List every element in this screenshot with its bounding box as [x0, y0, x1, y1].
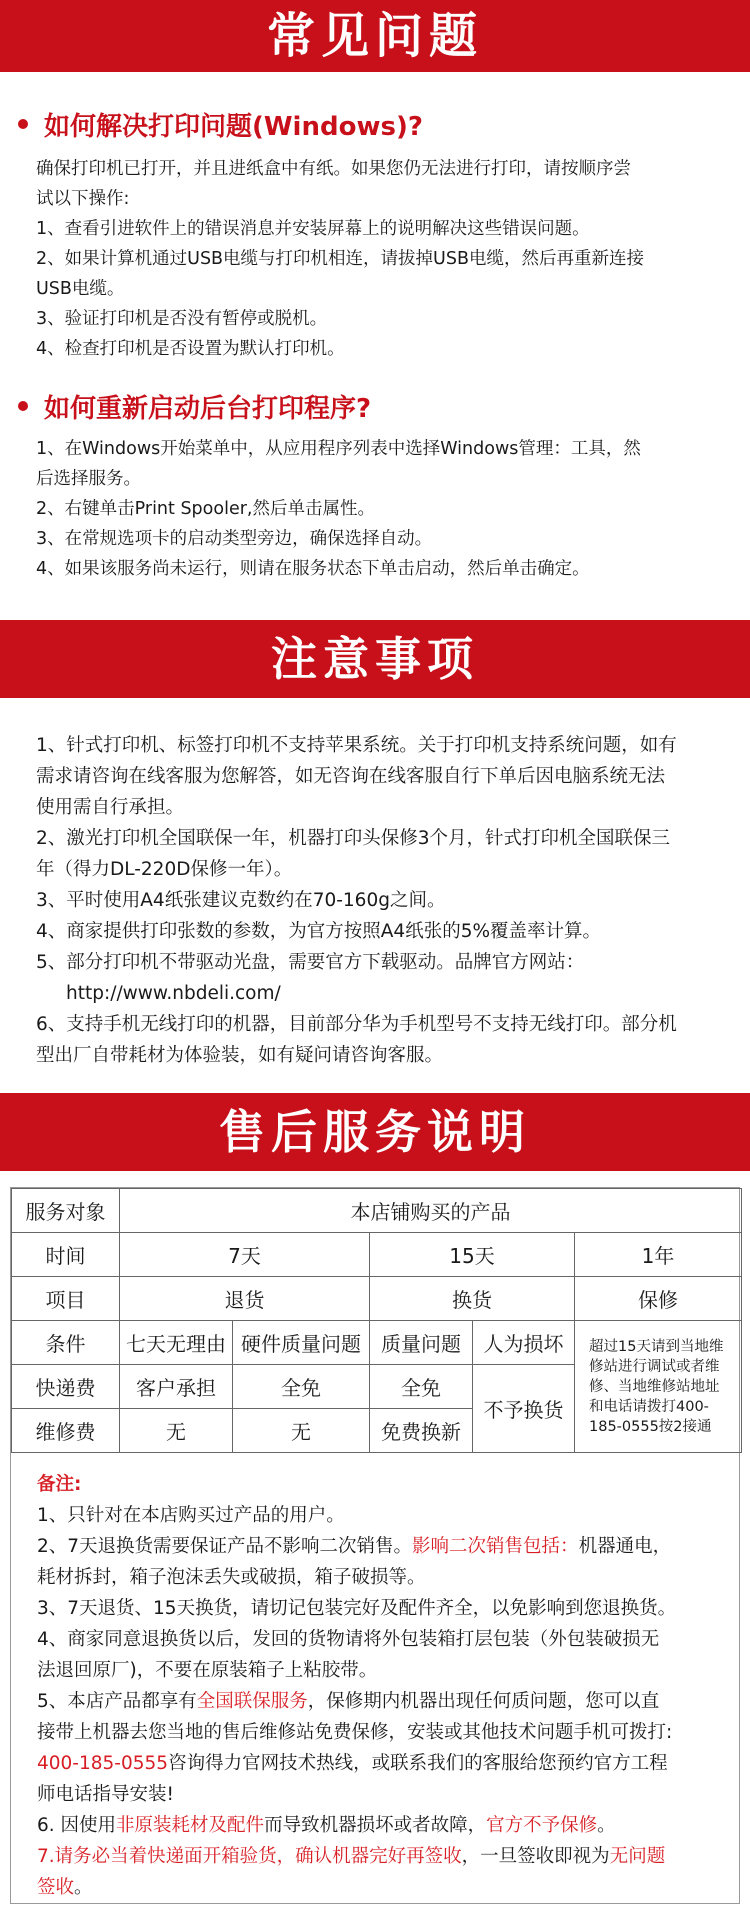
- table-cell: 项目: [12, 1277, 120, 1321]
- remark-line: 法退回原厂)，不要在原装箱子上粘胶带。: [37, 1660, 378, 1681]
- warranty-note-cell: 超过15天请到当地维修站进行调试或者维修、当地维修站地址和电话请拨打400-185-0555按2接通: [575, 1321, 742, 1453]
- table-cell: 全免: [233, 1365, 370, 1409]
- faq-q1-line: 1、查看引进软件上的错误消息并安装屏幕上的说明解决这些错误问题。: [36, 219, 590, 239]
- notice-line: 3、平时使用A4纸张建议克数约在70-160g之间。: [36, 890, 446, 911]
- notice-line: 需求请咨询在线客服为您解答，如无咨询在线客服自行下单后因电脑系统无法: [36, 766, 666, 787]
- no-exchange-cell: 不予换货: [473, 1365, 575, 1453]
- faq-title: 常见问题: [266, 8, 483, 64]
- table-row: [12, 1277, 742, 1321]
- remark-highlight: 影响二次销售包括：: [412, 1536, 579, 1557]
- notice-line: 2、激光打印机全国联保一年，机器打印头保修3个月，针式打印机全国联保三: [36, 828, 671, 849]
- table-cell: 无: [120, 1409, 233, 1453]
- table-cell: 服务对象: [12, 1189, 120, 1233]
- remark-text: ，保修期内机器出现任何质问题，您可以直: [307, 1691, 660, 1712]
- table-row: [12, 1321, 742, 1365]
- remark-text: 6. 因使用: [37, 1815, 117, 1836]
- remarks-section: [11, 1453, 739, 1903]
- official-website-link[interactable]: http://www.nbdeli.com/: [66, 983, 281, 1004]
- faq-q2-heading: [18, 386, 750, 426]
- table-cell: 保修: [575, 1277, 742, 1321]
- faq-q2-line: 4、如果该服务尚未运行，则请在服务状态下单击启动，然后单击确定。: [36, 559, 590, 579]
- table-cell: 时间: [12, 1233, 120, 1277]
- table-cell: 7天: [120, 1233, 370, 1277]
- remark-line: [37, 1841, 713, 1872]
- remarks-title: 备注:: [37, 1474, 82, 1495]
- faq-q1-heading: [18, 104, 750, 144]
- remark-text: 而导致机器损坏或者故障，: [264, 1815, 487, 1836]
- bullet-dot-icon: [18, 119, 28, 129]
- remark-highlight: 当着快递面开箱验货，确认机器完好再签收: [110, 1846, 462, 1867]
- service-table: [11, 1188, 742, 1453]
- table-cell: 本店铺购买的产品: [120, 1189, 742, 1233]
- remark-line: [37, 1810, 713, 1841]
- remark-line: 4、商家同意退换货以后，发回的货物请将外包装箱打层包装（外包装破损无: [37, 1629, 660, 1650]
- remark-highlight: 无问题: [609, 1846, 666, 1867]
- faq-banner: [0, 0, 750, 72]
- table-cell: 快递费: [12, 1365, 120, 1409]
- faq-q2-title: 如何重新启动后台打印程序?: [44, 393, 372, 424]
- table-cell: 15天: [370, 1233, 575, 1277]
- remark-line: [37, 1686, 713, 1717]
- notice-line: 4、商家提供打印张数的参数，为官方按照A4纸张的5%覆盖率计算。: [36, 921, 602, 942]
- table-row: [12, 1233, 742, 1277]
- remark-highlight: 7.请务必: [37, 1846, 111, 1867]
- service-title: 售后服务说明: [219, 1105, 531, 1159]
- faq-q1-line: 确保打印机已打开，并且进纸盒中有纸。如果您仍无法进行打印，请按顺序尝: [36, 159, 631, 179]
- remark-text: 。: [597, 1815, 616, 1836]
- remark-line: 师电话指导安装!: [37, 1784, 174, 1805]
- remark-highlight: 官方不予保修: [486, 1815, 598, 1836]
- table-cell: 1年: [575, 1233, 742, 1277]
- remark-line: [37, 1531, 713, 1562]
- notice-line: 5、部分打印机不带驱动光盘，需要官方下载驱动。品牌官方网站：: [36, 952, 585, 973]
- hotline-number[interactable]: 400-185-0555: [37, 1753, 169, 1774]
- bullet-dot-icon: [18, 401, 28, 411]
- faq-q2: [0, 386, 750, 584]
- notice-banner: [0, 620, 750, 698]
- remark-text: 。: [74, 1877, 93, 1898]
- faq-q1: [0, 104, 750, 364]
- notice-line: 使用需自行承担。: [36, 797, 185, 818]
- remark-line: 1、只针对在本店购买过产品的用户。: [37, 1505, 345, 1526]
- remark-line: 接带上机器去您当地的售后维修站免费保修，安装或其他技术问题手机可拨打:: [37, 1722, 673, 1743]
- table-cell: 条件: [12, 1321, 120, 1365]
- table-cell: 质量问题: [370, 1321, 473, 1365]
- faq-q1-line: 3、验证打印机是否没有暂停或脱机。: [36, 309, 328, 329]
- service-banner: [0, 1093, 750, 1171]
- table-cell: 换货: [370, 1277, 575, 1321]
- table-cell: 退货: [120, 1277, 370, 1321]
- remark-highlight: 签收: [37, 1877, 75, 1898]
- faq-q2-line: 3、在常规选项卡的启动类型旁边，确保选择自动。: [36, 529, 433, 549]
- faq-q2-line: 后选择服务。: [36, 469, 141, 489]
- remark-line: 3、7天退货、15天换货，请切记包装完好及配件齐全，以免影响到您退换货。: [37, 1598, 677, 1619]
- table-row: [12, 1189, 742, 1233]
- table-cell: 硬件质量问题: [233, 1321, 370, 1365]
- table-cell: 维修费: [12, 1409, 120, 1453]
- remark-line: 耗材拆封，箱子泡沫丢失或破损，箱子破损等。: [37, 1567, 426, 1588]
- notice-line: 型出厂自带耗材为体验装，如有疑问请咨询客服。: [36, 1045, 444, 1066]
- remark-line: [37, 1748, 713, 1779]
- faq-q1-line: 2、如果计算机通过USB电缆与打印机相连，请拔掉USB电缆，然后再重新连接: [36, 249, 644, 269]
- notice-line: 1、针式打印机、标签打印机不支持苹果系统。关于打印机支持系统问题，如有: [36, 735, 677, 756]
- remark-text: 机器通电，: [578, 1536, 672, 1557]
- remark-text: 2、7天退换货需要保证产品不影响二次销售。: [37, 1536, 413, 1557]
- notice-title: 注意事项: [271, 632, 479, 686]
- table-cell: 七天无理由: [120, 1321, 233, 1365]
- faq-q1-line: USB电缆。: [36, 279, 125, 299]
- table-cell: 客户承担: [120, 1365, 233, 1409]
- faq-q2-line: 2、右键单击Print Spooler,然后单击属性。: [36, 499, 375, 519]
- service-table-wrapper: [10, 1187, 740, 1904]
- notice-line: 年（得力DL-220D保修一年）。: [36, 859, 293, 880]
- remark-text: 5、本店产品都享有: [37, 1691, 197, 1712]
- notice-line: 6、支持手机无线打印的机器，目前部分华为手机型号不支持无线打印。部分机: [36, 1014, 677, 1035]
- remark-line: [37, 1872, 713, 1903]
- table-cell: 全免: [370, 1365, 473, 1409]
- remark-highlight: 非原装耗材及配件: [116, 1815, 265, 1836]
- table-cell: 人为损坏: [473, 1321, 575, 1365]
- notice-list: [0, 730, 750, 1071]
- faq-q1-title: 如何解决打印问题(Windows)?: [44, 111, 423, 142]
- remark-highlight: 全国联保服务: [196, 1691, 308, 1712]
- faq-q1-line: 4、检查打印机是否设置为默认打印机。: [36, 339, 345, 359]
- faq-q2-line: 1、在Windows开始菜单中，从应用程序列表中选择Windows管理：工具，然: [36, 439, 641, 459]
- table-cell: 免费换新: [370, 1409, 473, 1453]
- faq-q1-line: 试以下操作:: [36, 189, 130, 209]
- remark-text: ，一旦签收即视为: [461, 1846, 610, 1867]
- table-cell: 无: [233, 1409, 370, 1453]
- remark-text: 咨询得力官网技术热线，或联系我们的客服给您预约官方工程: [168, 1753, 668, 1774]
